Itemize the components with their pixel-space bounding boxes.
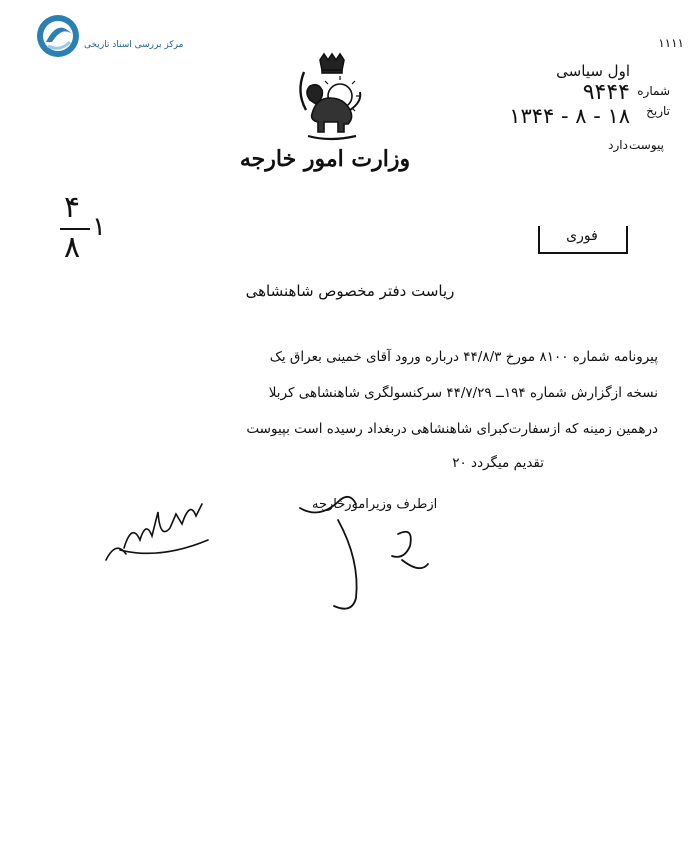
body-line-1: پیرونامه شماره ۸۱۰۰ مورخ ۴۴/۸/۳ درباره ورود آقای خمینی بعراق یک <box>269 349 658 365</box>
classification-label: ۱۱۱۱ <box>658 36 684 50</box>
signature-block-label: ازطرف وزیرامورخارجه <box>312 497 438 512</box>
ministry-title: وزارت امور خارجه <box>239 146 411 172</box>
attachment-label: پیوست <box>629 138 664 152</box>
attachment-value: دارد <box>608 138 628 152</box>
body-line-2: نسخه ازگزارش شماره ۱۹۴ــ ۴۴/۷/۲۹ سرکنسولگری شاهنشاهی کربلا <box>268 385 658 401</box>
body-line-3: درهمین زمینه که ازسفارت‌کبرای شاهنشاهی دربغداد رسیده است بپیوست <box>246 421 658 437</box>
body-line-4: تقدیم میگردد ۲۰ <box>452 455 544 471</box>
archive-name: مرکز بررسی اسناد تاریخی <box>84 40 184 50</box>
margin-side: ۱ <box>92 212 106 242</box>
number-label: شماره <box>637 84 670 98</box>
stamp-text: فوری <box>566 228 598 244</box>
classification-value: اول سیاسی <box>556 62 630 80</box>
margin-denominator: ۸ <box>64 230 81 265</box>
date-value: ۱۳۴۴ - ۸ - ۱۸ <box>509 104 630 128</box>
margin-numerator: ۴ <box>64 190 81 225</box>
recipient: ریاست دفتر مخصوص شاهنشاهی <box>245 282 455 300</box>
number-value: ۹۴۴۴ <box>582 80 630 105</box>
date-label: تاریخ <box>646 104 670 118</box>
